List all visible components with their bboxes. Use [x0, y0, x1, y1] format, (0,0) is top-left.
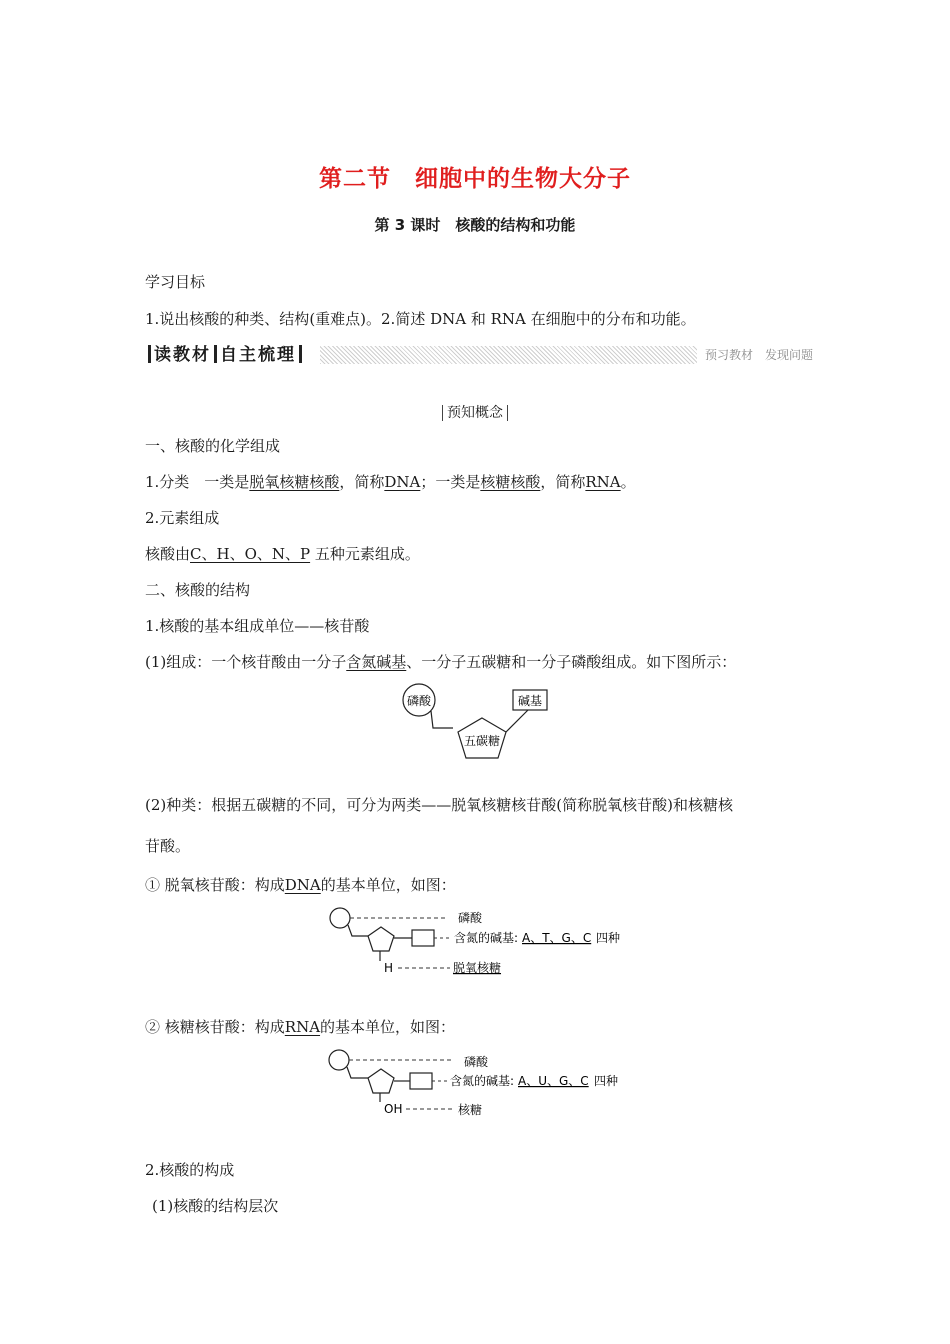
phosphate-label: 磷酸 [464, 1055, 489, 1069]
answer-base: 含氮碱基 [346, 653, 407, 671]
composition-line [145, 652, 736, 672]
types-line-2: 苷酸。 [145, 837, 191, 855]
banner-tagline: 预习教材 发现问题 [697, 346, 815, 364]
phosphate-circle [329, 1050, 349, 1070]
phosphate-label: 磷酸 [458, 911, 483, 925]
objectives-heading: 学习目标 [145, 273, 206, 291]
section-banner [145, 343, 815, 367]
banner-title-a: 读教材 [154, 345, 211, 365]
deoxynucleotide-diagram [328, 905, 628, 980]
lesson-subtitle: 第 3 课时 核酸的结构和功能 [374, 216, 576, 234]
text-run: ，简称 [540, 473, 586, 491]
text-run: 核酸由 [145, 545, 191, 563]
base-bond [506, 710, 528, 732]
page-title: 第二节 细胞中的生物大分子 [319, 166, 631, 192]
sugar-label: 核糖 [458, 1103, 483, 1117]
dna-unit-line [145, 875, 456, 895]
text-run: 1.分类 一类是 [145, 473, 250, 491]
base-label: 碱基 [517, 694, 543, 708]
rna-unit-line [145, 1017, 455, 1037]
base-count: 四种 [596, 931, 621, 945]
text-run: 的基本单位，如图： [320, 876, 456, 894]
base-count: 四种 [594, 1074, 619, 1088]
elements-line [145, 544, 420, 564]
base-box [412, 930, 434, 946]
text-run: ；一类是 [420, 473, 481, 491]
text-run: ② 核糖核苷酸：构成 [145, 1018, 285, 1036]
structure-levels: (1)核酸的结构层次 [152, 1197, 279, 1215]
group-label: OH [384, 1102, 403, 1116]
banner-title [145, 343, 311, 367]
objectives-text: 1.说出核酸的种类、结构(重难点)。2.简述 DNA 和 RNA 在细胞中的分布和功能。 [145, 310, 696, 328]
answer-dna-unit: DNA [284, 876, 321, 894]
text-run: 、一分子五碳糖和一分子磷酸组成。如下图所示： [406, 653, 737, 671]
text-run: ，简称 [339, 473, 385, 491]
base-caption: 含氮的碱基: [450, 1074, 515, 1088]
phosphate-bond [348, 925, 368, 936]
base-answer: A、U、G、C [518, 1074, 589, 1088]
text-run: 五种元素组成。 [310, 545, 420, 563]
answer-dna: DNA [384, 473, 421, 491]
unit-title: 1.核酸的基本组成单位——核苷酸 [145, 617, 370, 635]
nucleotide-diagram [395, 680, 565, 760]
answer-elements: C、H、O、N、P [190, 545, 311, 563]
text-run: 。 [620, 473, 636, 491]
banner-title-b: 自主梳理 [220, 345, 296, 365]
text-run: 的基本单位，如图： [320, 1018, 456, 1036]
base-answer: A、T、G、C [522, 931, 592, 945]
answer-rna-full: 核糖核酸 [480, 473, 541, 491]
phosphate-circle [330, 908, 350, 928]
base-box [410, 1073, 432, 1089]
text-run: ① 脱氧核苷酸：构成 [145, 876, 285, 894]
text-run: (1)组成：一个核苷酸由一分子 [145, 653, 347, 671]
deoxyribose-pentagon [368, 927, 394, 951]
pentose-label: 五碳糖 [463, 734, 501, 748]
construction-title: 2.核酸的构成 [145, 1161, 235, 1179]
phosphate-bond [347, 1067, 368, 1078]
sugar-answer: 脱氧核糖 [453, 961, 502, 975]
phosphate-bond [431, 711, 453, 728]
concept-label [0, 402, 950, 422]
ribonucleotide-diagram [326, 1048, 626, 1123]
types-line-1: (2)种类：根据五碳糖的不同，可分为两类——脱氧核糖核苷酸(简称脱氧核苷酸)和核糖核 [145, 796, 733, 814]
group-label: H [384, 961, 394, 975]
base-caption: 含氮的碱基: [454, 931, 519, 945]
section-2-title: 二、核酸的结构 [145, 581, 251, 599]
elements-title: 2.元素组成 [145, 509, 220, 527]
section-1-title: 一、核酸的化学组成 [145, 437, 281, 455]
classification-line [145, 472, 636, 492]
concept-label-text: 预知概念 [442, 405, 508, 421]
answer-rna-unit: RNA [284, 1018, 321, 1036]
ribose-pentagon [368, 1069, 394, 1093]
answer-dna-full: 脱氧核糖核酸 [249, 473, 340, 491]
phosphate-label: 磷酸 [406, 694, 432, 708]
answer-rna: RNA [585, 473, 621, 491]
